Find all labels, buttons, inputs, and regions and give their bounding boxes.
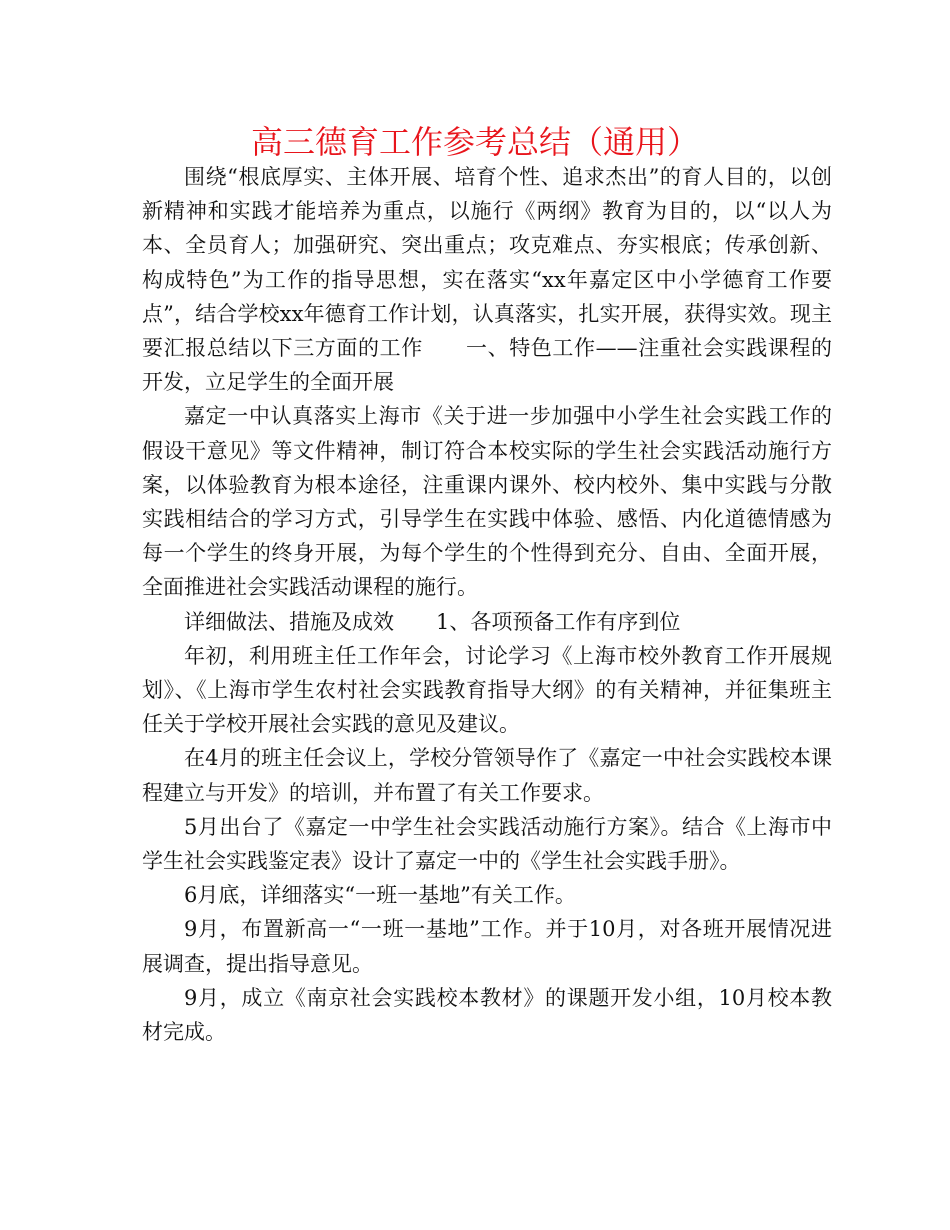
- document-title: 高三德育工作参考总结（通用）: [250, 123, 699, 161]
- paragraph-september-textbook: 9月，成立《南京社会实践校本教材》的课题开发小组，10月校本教材完成。: [142, 985, 832, 1045]
- paragraph-social-practice: 嘉定一中认真落实上海市《关于进一步加强中小学生社会实践工作的假设干意见》等文件精神，制订符合本校实际的学生社会实践活动施行方案，以体验教育为根本途径，注重课内课外、校内校外、集中实践与分散实践相结合的学习方式，引导学生在实践中体验、感悟、内化道德情感为每一个学生的终身开展，为每个学生的个性得到充分、自由、全面开展，全面推进社会实践活动课程的施行。: [142, 404, 832, 600]
- paragraph-intro: 围绕“根底厚实、主体开展、培育个性、追求杰出”的育人目的，以创新精神和实践才能培养为重点，以施行《两纲》教育为目的，以“以人为本、全员育人；加强研究、突出重点；攻克难点、夯实根底；传承创新、构成特色”为工作的指导思想，实在落实“xx年嘉定区中小学德育工作要点”，结合学校xx年德育工作计划，认真落实，扎实开展，获得实效。现主要汇报总结以下三方面的工作 一、特色工作——注重社会实践课程的开发，立足学生的全面开展: [142, 165, 832, 395]
- paragraph-september-base: 9月，布置新高一“一班一基地”工作。并于10月，对各班开展情况进展调查，提出指导意见。: [142, 917, 832, 976]
- paragraph-june: 6月底，详细落实“一班一基地”有关工作。: [184, 883, 576, 908]
- paragraph-may-plan: 5月出台了《嘉定一中学生社会实践活动施行方案》。结合《上海市中学生社会实践鉴定表》设计了嘉定一中的《学生社会实践手册》。: [142, 814, 832, 874]
- document-body: [142, 160, 832, 1049]
- paragraph-annual-meeting: 年初，利用班主任工作年会，讨论学习《上海市校外教育工作开展规划》、《上海市学生农村社会实践教育指导大纲》的有关精神，并征集班主任关于学校开展社会实践的意见及建议。: [142, 643, 832, 737]
- paragraph-april-meeting: 在4月的班主任会议上，学校分管领导作了《嘉定一中社会实践校本课程建立与开发》的培训，并布置了有关工作要求。: [142, 746, 832, 805]
- paragraph-measures-heading: 详细做法、措施及成效 1、各项预备工作有序到位: [184, 609, 681, 634]
